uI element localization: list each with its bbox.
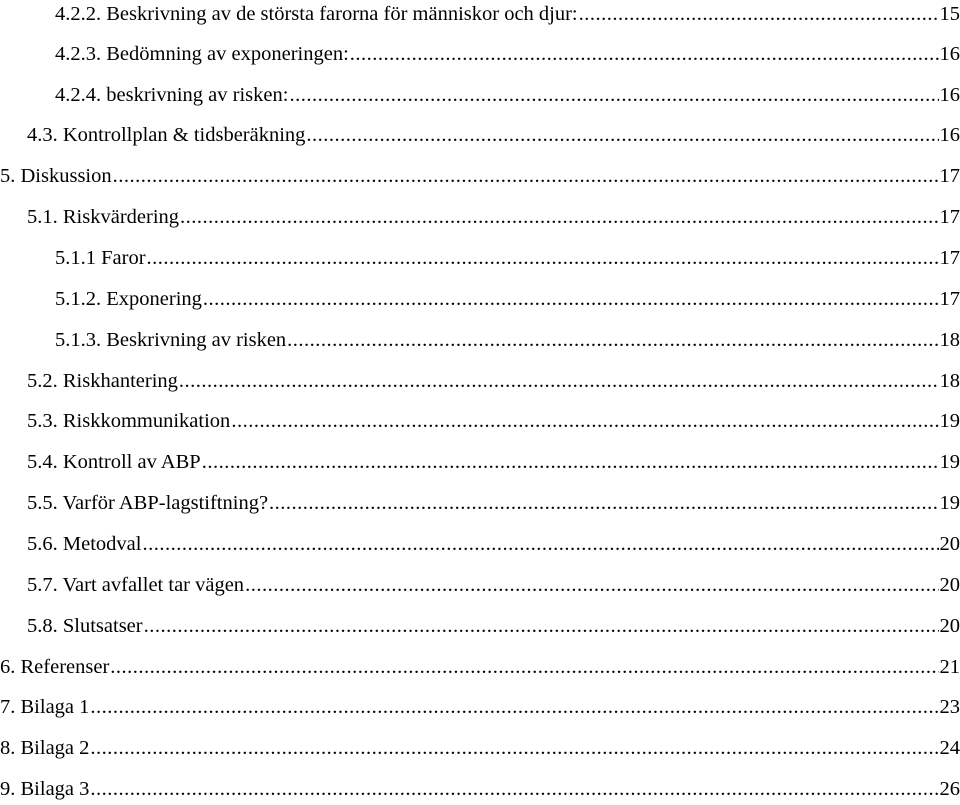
toc-entry[interactable] [0,202,960,232]
dot-leader [289,80,938,110]
toc-entry[interactable] [0,284,960,314]
dot-leader [90,692,938,722]
toc-entry[interactable] [0,161,960,191]
toc-entry-page: 17 [939,247,960,269]
dot-leader [245,570,938,600]
toc-entry-page: 16 [939,84,960,106]
toc-entry[interactable] [0,0,960,29]
toc-entry-page: 19 [939,492,960,514]
toc-entry-label: 4.2.4. beskrivning av risken: [55,84,289,106]
toc-entry-label: 5.2. Riskhantering [27,370,178,392]
toc-entry[interactable] [0,80,960,110]
toc-entry[interactable] [0,652,960,682]
toc-entry-label: 5.1.3. Beskrivning av risken [55,329,287,351]
dot-leader [147,243,939,273]
toc-entry[interactable] [0,366,960,396]
dot-leader [287,325,938,355]
dot-leader [269,488,938,518]
dot-leader [179,366,939,396]
toc-entry-label: 5.1.2. Exponering [55,288,202,310]
toc-entry[interactable] [0,243,960,273]
toc-entry-label: 5.4. Kontroll av ABP [27,451,201,473]
toc-entry[interactable] [0,447,960,477]
toc-entry-label: 6. Referenser [0,656,110,678]
toc-entry-label: 5.3. Riskkommunikation [27,410,231,432]
toc-entry-page: 18 [939,329,960,351]
toc-entry[interactable] [0,39,960,69]
toc-entry[interactable] [0,120,960,150]
toc-entry[interactable] [0,692,960,722]
toc-entry-label: 4.2.3. Bedömning av exponeringen: [55,43,349,65]
toc-entry-page: 20 [939,574,960,596]
toc-entry-label: 4.3. Kontrollplan & tidsberäkning [27,124,306,146]
toc-entry-label: 5. Diskussion [0,165,112,187]
toc-entry[interactable] [0,570,960,600]
toc-entry[interactable] [0,611,960,641]
dot-leader [350,39,939,69]
toc-entry-label: 7. Bilaga 1 [0,696,90,718]
dot-leader [306,120,938,150]
toc-entry-page: 17 [939,165,960,187]
dot-leader [202,447,939,477]
toc-entry[interactable] [0,488,960,518]
toc-entry[interactable] [0,406,960,436]
dot-leader [113,161,939,191]
dot-leader [90,733,938,763]
toc-entry-label: 5.7. Vart avfallet tar vägen [27,574,245,596]
toc-entry-page: 16 [939,124,960,146]
dot-leader [90,774,938,804]
toc-entry-page: 18 [939,370,960,392]
toc-entry-page: 24 [939,737,960,759]
toc-entry-page: 20 [939,533,960,555]
dot-leader [203,284,939,314]
toc-entry-page: 17 [939,206,960,228]
dot-leader [180,202,938,232]
toc-entry[interactable] [0,774,960,804]
dot-leader [144,611,939,641]
dot-leader [231,406,938,436]
toc-entry-page: 19 [939,451,960,473]
toc-entry-label: 5.1. Riskvärdering [27,206,180,228]
toc-entry[interactable] [0,325,960,355]
dot-leader [579,0,939,29]
toc-entry-page: 15 [939,3,960,25]
toc-entry-label: 4.2.2. Beskrivning av de största farorna för människor och djur: [55,3,578,25]
toc-entry[interactable] [0,529,960,559]
toc-entry-label: 9. Bilaga 3 [0,778,90,800]
toc-entry-page: 16 [939,43,960,65]
toc-entry-label: 5.1.1 Faror [55,247,146,269]
toc-entry-label: 8. Bilaga 2 [0,737,90,759]
toc-entry-label: 5.6. Metodval [27,533,142,555]
dot-leader [110,652,938,682]
toc-entry[interactable] [0,733,960,763]
toc-entry-page: 23 [939,696,960,718]
toc-entry-page: 20 [939,615,960,637]
toc-entry-label: 5.5. Varför ABP-lagstiftning? [27,492,269,514]
toc-entry-page: 26 [939,778,960,800]
dot-leader [142,529,938,559]
toc-entry-label: 5.8. Slutsatser [27,615,143,637]
toc-entry-page: 17 [939,288,960,310]
toc-entry-page: 21 [939,656,960,678]
toc-entry-page: 19 [939,410,960,432]
